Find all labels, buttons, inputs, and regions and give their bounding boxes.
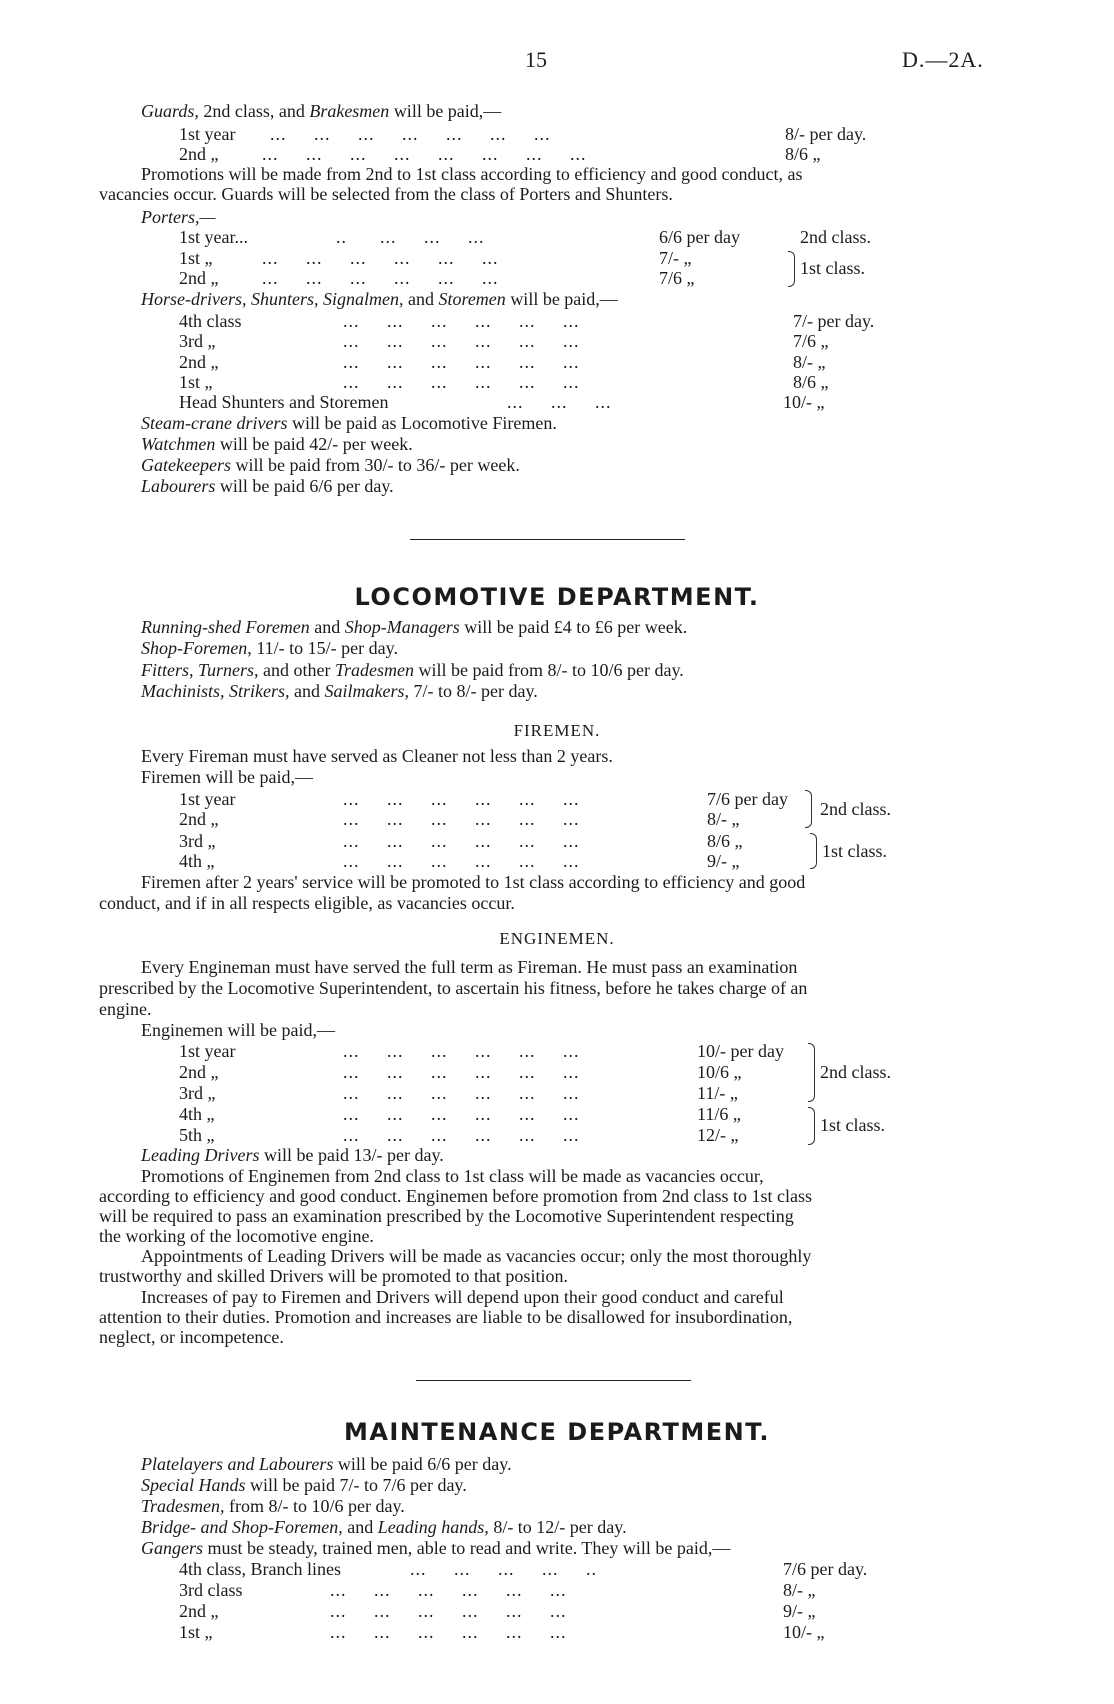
enginemen-row-label: 5th „ xyxy=(179,1125,215,1145)
leader-dots: ... ... ... ... ... ... xyxy=(343,1104,580,1124)
bracket xyxy=(788,251,795,287)
enginemen-row-label: 1st year xyxy=(179,1041,236,1061)
misc-line: Steam-crane drivers will be paid as Locomotive Firemen. xyxy=(141,413,557,433)
section-divider xyxy=(416,1380,691,1381)
enginemen-row-label: 3rd „ xyxy=(179,1083,216,1103)
leader-dots: ... ... ... ... ... ... xyxy=(343,1041,580,1061)
enginemen-after: the working of the locomotive engine. xyxy=(99,1226,374,1246)
gangers-row-label: 3rd class xyxy=(179,1580,243,1600)
leader-dots: ... ... ... ... ... ... xyxy=(343,311,580,331)
porters-class-label: 1st class. xyxy=(800,258,865,278)
leader-dots: ... ... ... ... ... ... ... ... xyxy=(262,144,587,164)
enginemen-intro: prescribed by the Locomotive Superintendent, to ascertain his fitness, before he takes charge of an xyxy=(99,978,808,998)
enginemen-intro: Enginemen will be paid,— xyxy=(141,1020,335,1040)
misc-line: Gatekeepers will be paid from 30/- to 36/- per week. xyxy=(141,455,520,475)
leader-dots: .. ... ... ... xyxy=(336,227,485,247)
gangers-row-label: 2nd „ xyxy=(179,1601,219,1621)
firemen-title: FIREMEN. xyxy=(513,721,601,740)
leader-dots: ... ... ... ... ... ... xyxy=(330,1622,567,1642)
bracket xyxy=(808,1043,815,1102)
leader-dots: ... ... ... ... ... ... xyxy=(330,1601,567,1621)
horse-row-rate: 10/- „ xyxy=(783,392,825,412)
guards-row-rate: 8/- per day. xyxy=(785,124,867,144)
gangers-row-rate: 10/- „ xyxy=(783,1622,825,1642)
porters-row-rate: 7/6 „ xyxy=(659,268,695,288)
enginemen-after: Appointments of Leading Drivers will be made as vacancies occur; only the most thoroughly xyxy=(141,1246,812,1266)
firemen-row-rate: 8/- „ xyxy=(707,809,740,829)
firemen-class-label: 2nd class. xyxy=(820,799,891,819)
enginemen-intro: engine. xyxy=(99,999,152,1019)
gangers-row-rate: 7/6 per day. xyxy=(783,1559,868,1579)
guards-intro: Guards, 2nd class, and Brakesmen will be paid,— xyxy=(141,101,502,121)
leader-dots: ... ... ... ... ... ... xyxy=(343,372,580,392)
maintenance-line: Bridge- and Shop-Foremen, and Leading hands, 8/- to 12/- per day. xyxy=(141,1517,627,1537)
enginemen-title: ENGINEMEN. xyxy=(499,929,615,948)
enginemen-after: according to efficiency and good conduct. Enginemen before promotion from 2nd class to 1st class xyxy=(99,1186,812,1206)
enginemen-after: Increases of pay to Firemen and Drivers will depend upon their good conduct and careful xyxy=(141,1287,784,1307)
maintenance-department-title: MAINTENANCE DEPARTMENT. xyxy=(343,1418,771,1446)
gangers-row-label: 1st „ xyxy=(179,1622,213,1642)
locomotive-line: Machinists, Strikers, and Sailmakers, 7/- to 8/- per day. xyxy=(141,681,538,701)
firemen-row-rate: 7/6 per day xyxy=(707,789,788,809)
firemen-intro: Every Fireman must have served as Cleaner not less than 2 years. xyxy=(141,746,613,766)
enginemen-after: Promotions of Enginemen from 2nd class to 1st class will be made as vacancies occur, xyxy=(141,1166,764,1186)
porters-row-rate: 6/6 per day xyxy=(659,227,740,247)
leader-dots: ... ... ... ... ... ... xyxy=(343,831,580,851)
horse-row-rate: 8/6 „ xyxy=(793,372,829,392)
horse-row-rate: 7/- per day. xyxy=(793,311,875,331)
horse-row-label: 2nd „ xyxy=(179,352,219,372)
enginemen-row-rate: 10/6 „ xyxy=(697,1062,742,1082)
enginemen-after: neglect, or incompetence. xyxy=(99,1327,284,1347)
bracket xyxy=(808,1107,815,1145)
locomotive-department-title: LOCOMOTIVE DEPARTMENT. xyxy=(354,583,760,611)
maintenance-line: Tradesmen, from 8/- to 10/6 per day. xyxy=(141,1496,405,1516)
horse-row-label: 3rd „ xyxy=(179,331,216,351)
guards-row-rate: 8/6 „ xyxy=(785,144,821,164)
promotion-text-line: vacancies occur. Guards will be selected from the class of Porters and Shunters. xyxy=(99,184,673,204)
gangers-row-rate: 8/- „ xyxy=(783,1580,816,1600)
horse-row-label: 4th class xyxy=(179,311,242,331)
locomotive-line: Fitters, Turners, and other Tradesmen will be paid from 8/- to 10/6 per day. xyxy=(141,660,684,680)
leader-dots: ... ... ... ... ... ... xyxy=(262,248,499,268)
firemen-row-rate: 8/6 „ xyxy=(707,831,743,851)
firemen-after: conduct, and if in all respects eligible, as vacancies occur. xyxy=(99,893,515,913)
leader-dots: ... ... ... ... ... ... ... xyxy=(270,124,551,144)
enginemen-after: will be required to pass an examination prescribed by the Locomotive Superintendent respecting xyxy=(99,1206,794,1226)
enginemen-row-rate: 11/- „ xyxy=(697,1083,738,1103)
firemen-row-label: 2nd „ xyxy=(179,809,219,829)
enginemen-row-rate: 11/6 „ xyxy=(697,1104,741,1124)
leader-dots: ... ... ... ... ... ... xyxy=(343,352,580,372)
promotion-text-line: Promotions will be made from 2nd to 1st class according to efficiency and good conduct, as xyxy=(141,164,803,184)
misc-line: Labourers will be paid 6/6 per day. xyxy=(141,476,394,496)
porters-row-label: 2nd „ xyxy=(179,268,219,288)
leader-dots: ... ... ... ... ... ... xyxy=(343,809,580,829)
porters-row-label: 1st „ xyxy=(179,248,213,268)
horse-row-rate: 7/6 „ xyxy=(793,331,829,351)
firemen-intro: Firemen will be paid,— xyxy=(141,767,313,787)
locomotive-line: Running-shed Foremen and Shop-Managers will be paid £4 to £6 per week. xyxy=(141,617,688,637)
enginemen-class-label: 2nd class. xyxy=(820,1062,891,1082)
bracket xyxy=(810,833,817,869)
firemen-row-label: 3rd „ xyxy=(179,831,216,851)
enginemen-row-label: 2nd „ xyxy=(179,1062,219,1082)
leader-dots: ... ... ... xyxy=(507,392,612,412)
horse-row-label: Head Shunters and Storemen xyxy=(179,392,389,412)
leader-dots: ... ... ... ... .. xyxy=(410,1559,597,1579)
enginemen-row-rate: 10/- per day xyxy=(697,1041,784,1061)
maintenance-line: Gangers must be steady, trained men, able to read and write. They will be paid,— xyxy=(141,1538,731,1558)
firemen-class-label: 1st class. xyxy=(822,841,887,861)
bracket xyxy=(805,790,812,828)
porters-row-label: 1st year... xyxy=(179,227,248,247)
enginemen-after: attention to their duties. Promotion and increases are liable to be disallowed for insubordination, xyxy=(99,1307,793,1327)
firemen-row-rate: 9/- „ xyxy=(707,851,740,871)
porters-row-rate: 7/- „ xyxy=(659,248,692,268)
firemen-row-label: 1st year xyxy=(179,789,236,809)
firemen-after: Firemen after 2 years' service will be promoted to 1st class according to efficiency and good xyxy=(141,872,806,892)
document-reference: D.—2A. xyxy=(902,47,984,72)
guards-row-label: 2nd „ xyxy=(179,144,219,164)
guards-row-label: 1st year xyxy=(179,124,236,144)
page-number: 15 xyxy=(525,47,547,72)
leader-dots: ... ... ... ... ... ... xyxy=(343,851,580,871)
leader-dots: ... ... ... ... ... ... xyxy=(343,789,580,809)
enginemen-after: trustworthy and skilled Drivers will be promoted to that position. xyxy=(99,1266,568,1286)
leader-dots: ... ... ... ... ... ... xyxy=(330,1580,567,1600)
horse-drivers-intro: Horse-drivers, Shunters, Signalmen, and Storemen will be paid,— xyxy=(141,289,618,309)
enginemen-class-label: 1st class. xyxy=(820,1115,885,1135)
locomotive-line: Shop-Foremen, 11/- to 15/- per day. xyxy=(141,638,398,658)
porters-class-label: 2nd class. xyxy=(800,227,871,247)
porters-title: Porters,— xyxy=(141,207,216,227)
enginemen-row-label: 4th „ xyxy=(179,1104,215,1124)
firemen-row-label: 4th „ xyxy=(179,851,215,871)
misc-line: Watchmen will be paid 42/- per week. xyxy=(141,434,413,454)
enginemen-row-rate: 12/- „ xyxy=(697,1125,739,1145)
maintenance-line: Platelayers and Labourers will be paid 6/6 per day. xyxy=(141,1454,512,1474)
maintenance-line: Special Hands will be paid 7/- to 7/6 per day. xyxy=(141,1475,467,1495)
section-divider xyxy=(410,539,685,540)
leader-dots: ... ... ... ... ... ... xyxy=(262,268,499,288)
leader-dots: ... ... ... ... ... ... xyxy=(343,1062,580,1082)
leader-dots: ... ... ... ... ... ... xyxy=(343,331,580,351)
horse-row-rate: 8/- „ xyxy=(793,352,826,372)
enginemen-intro: Every Engineman must have served the full term as Fireman. He must pass an examination xyxy=(141,957,798,977)
gangers-row-label: 4th class, Branch lines xyxy=(179,1559,341,1579)
leader-dots: ... ... ... ... ... ... xyxy=(343,1125,580,1145)
leader-dots: ... ... ... ... ... ... xyxy=(343,1083,580,1103)
horse-row-label: 1st „ xyxy=(179,372,213,392)
leading-drivers-line: Leading Drivers will be paid 13/- per day. xyxy=(141,1145,444,1165)
gangers-row-rate: 9/- „ xyxy=(783,1601,816,1621)
